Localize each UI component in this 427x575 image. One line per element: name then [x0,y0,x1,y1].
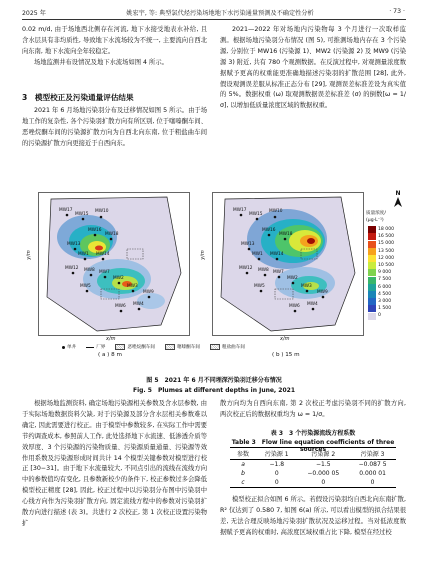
table-cell: b [241,470,245,477]
paragraph: 0.02 m/d, 由于场地西北侧存在河流, 地下水接受地表水补给, 且含水层具有非均质性, 导致地下水流场较为不统一, 主要流向自西北向东南, 地下水流向全年较稳定。 [22,26,207,55]
colorbar-swatch [368,248,376,255]
well-label: MW7 [273,270,284,275]
colorbar-tick-label: 13 500 [378,248,395,254]
colorbar-step [368,255,394,262]
well-label: MW12 [239,266,253,271]
well-label: MW15 [75,212,89,217]
colorbar-tick-label: 10 500 [378,263,395,269]
well-label: MW16 [88,228,102,233]
colorbar-step [368,262,394,269]
colorbar-swatch [368,277,376,284]
well-label: MW13 [241,242,255,247]
map-legend [62,344,245,350]
colorbar-step [368,233,394,240]
weight-formula: [ω = 1/σ] [220,91,407,110]
well-label: MW14 [96,252,110,257]
well-label: MW8 [258,268,269,273]
paragraph: 根据场地监测资料, 确定场地污染源相关参数及含水层参数, 由于实际场地数据资料欠缺, 对于污染源及部分含水层相关参数难以确定, 因此需要进行校正。由于模型中参数较多, 在实际工作中需要节约调查成本, 参照前人工作, 此处选择地下水流速、低渗透介质等效厚度、3 个污染源的污染物质量、污染源质量通量、污染源等效作用系数及污染源形成时间共计 14 个模型关键参数对模型进行校正 [30−31]。由于地下水流量较大, 不同点引出的流线在流线方向中的参数值均有变化, 且参数新校少的条件下, 校正参数过多会降低模型校正精度 [28], 因此, 校正过程中以污染羽分布图中污染羽中心线方向作为污染羽扩散方向, 固定流线方程中的参数对污染羽扩散方向进行描述 (表 3)。共进行 2 次校正, 第 1 次校正设置污染物扩 [22,400,207,527]
colorbar-step [368,240,394,247]
plume-map-a [39,193,189,335]
plume-map-b [213,193,363,335]
right-column-top [220,25,406,112]
well-label: MW3 [127,284,138,289]
well-label: MW12 [65,266,79,271]
hatched-box-icon [210,344,220,350]
colorbar-step [368,248,394,255]
header-rule [22,19,406,20]
table-title-en: Table 3 Flow line equation coefficients of three sources [231,439,395,453]
colorbar-tick-label: 9 000 [378,270,392,276]
colorbar-tick-label: 18 000 [378,227,395,232]
paragraph: 散方向均为自西向东南, 第 2 次校正考虑污染羽不同的扩散方向, 两次校正后的数据权重均为 [220,400,406,418]
colorbar-swatch [368,226,376,233]
header-page-number: · 73 · [389,8,405,15]
panel-b-map [212,192,364,336]
colorbar-tick-label: 1 500 [378,306,392,312]
table-cell: 0 [370,479,375,486]
well-label: MW1 [78,252,89,257]
well-label: MW7 [99,270,110,275]
colorbar-swatch [368,291,376,298]
table-cell: 0 [274,479,279,486]
right-column-bottom [220,495,406,539]
table-cell: −1.5 [315,461,331,468]
table-cell: 0 [274,470,279,477]
section-heading: 3 模型校正及污染通量评估结果 [22,93,134,102]
well-label: MW13 [67,242,81,247]
colorbar-tick-label: 4 500 [378,291,392,297]
colorbar-swatch [368,241,376,248]
well-label: MW10 [269,209,283,214]
table-cell: −0.087 5 [358,461,387,468]
colorbar-swatch [368,298,376,305]
well-label: MW17 [59,208,73,213]
well-label: MW17 [233,208,247,213]
colorbar-step [368,226,394,233]
panel-a-label: ( a ) 8 m [98,352,122,358]
well-label: MW14 [270,252,284,257]
figure-caption-cn: 图 5 2021 年 6 月不同埋深污染羽迁移分布情况 [146,377,282,384]
colorbar [368,226,394,320]
colorbar-tick-label: 12 000 [378,255,395,261]
paragraph: 2021 年 6 月场地污染羽分布及迁移情况如图 5 所示。由于场地工作的复杂性, 各个污染羽扩散方向有所区别, 位于噻嗪酮车间、恶唑烷酮车间的污染源扩散方向为自西北向东南, 位于粗盐曲车间的污染源扩散方向更接近于自西向东。 [22,107,207,147]
colorbar-step [368,284,394,291]
well-label: MW9 [317,290,328,295]
table-cell: 0 [321,479,326,486]
colorbar-swatch [368,269,376,276]
well-label: MW3 [301,284,312,289]
legend-label: 厂界 [96,345,106,350]
colorbar-tick-label: 15 000 [378,241,395,247]
well-label: MW6 [115,304,126,309]
y-axis-label-b: y/m [199,250,206,260]
hatched-box-icon [115,344,125,350]
legend-item [62,344,76,350]
table-cell: a [241,461,245,468]
hatched-box-icon [165,344,175,350]
well-label: MW4 [307,302,318,307]
y-axis-label-a: y/m [25,250,32,260]
panel-a-map [38,192,190,336]
well-label: MW18 [105,232,119,237]
table-header-row [230,448,396,460]
colorbar-swatch [368,255,376,262]
legend-item [115,344,155,350]
colorbar-step [368,269,394,276]
well-label: MW8 [84,268,95,273]
legend-item [210,344,245,350]
colorbar-tick-label: 3 000 [378,299,392,305]
x-axis-label-a: x/m [106,336,116,342]
well-label: MW5 [254,284,265,289]
figure-caption-en: Fig. 5 Plumes at different depths in June, 2021 [132,387,296,394]
well-label: MW18 [279,232,293,237]
paragraph: 模型校正拟合如图 6 所示。若假设污染羽均自西北向东南扩散, R² 仅达到了 0.580 7, 如图 6(a) 所示, 可以看出模型的拟合结果很差, 无法合理反映场地污染羽扩散状况及运移过程。当对低浓度数据赋予更高的权重时, 高浓度区域权重占比下降, 模型在经过校 [220,496,406,536]
table-cell: 0.000 01 [359,470,386,477]
well-label: MW15 [249,212,263,217]
well-label: MW4 [133,302,144,307]
colorbar-swatch [368,313,376,320]
well-label: MW16 [262,228,276,233]
well-dot-icon [62,346,65,349]
well-label: MW1 [252,252,263,257]
legend-item [165,344,200,350]
well-label: MW6 [289,304,300,309]
boundary-line-icon [86,347,94,348]
well-label: MW2 [287,276,298,281]
legend-label: 噻嗪酮车间 [176,345,200,350]
paragraph-tail: , 以增加低质量浓度区域的数据权重。 [226,102,332,110]
well-label: MW10 [95,209,109,214]
column-header: 参数 [237,451,250,458]
left-column-section3 [22,106,207,150]
colorbar-step [368,298,394,305]
weight-formula: ω = 1/σ [297,410,323,418]
colorbar-tick-label: 7 500 [378,277,392,283]
colorbar-tick-label: 16 500 [378,234,395,240]
colorbar-step [368,291,394,298]
column-header: 污染源 3 [360,451,385,458]
table-row [230,478,396,488]
table-row [230,469,396,478]
legend-label: 粗盐曲车间 [221,345,245,350]
table-row [230,460,396,470]
paragraph: 场地监测井布设情况及地下水流场如图 4 所示。 [34,58,168,66]
header-title: 姚宏宇, 等: 典型氯代烃污染场地地下水污染通量预测及不确定性分析 [126,10,314,17]
left-column-top [22,25,207,69]
paragraph: 2021—2022 年对场地内污染物每 3 个月进行一次取样监测。根据场地污染羽分布情况 (图 5), 可推测场地内存在 3 个污染源, 分别位于 MW16 (污染源 1)、MW2 (污染源 2) 及 MW9 (污染源 3) 附近, 共有 780 个观测数据。在反演过程中, 对观测量浓度数据赋予更高的权重能更准确地描述污染羽的扩散范围 [28], 此外, 假设观测误差服从标准正态分布 [29], 观测误差标准差设为真实值的 5%。数据权重 (ω) 取观测数据误差标准差 (σ) 的倒数 [220,26,406,99]
table-cell: c [241,479,245,486]
left-column-bottom [22,399,207,530]
colorbar-step [368,305,394,312]
colorbar-swatch [368,262,376,269]
x-axis-label-b: x/m [280,336,290,342]
panel-b-label: ( b ) 15 m [272,352,300,358]
colorbar-swatch [368,284,376,291]
table-3 [230,447,396,488]
right-column-mid: 散方向均为自西向东南, 第 2 次校正考虑污染羽不同的扩散方向, 两次校正后的数据权重均为 ω = 1/σ。 [220,400,406,418]
legend-label: 恶唑烷酮车间 [127,345,155,350]
well-label: MW5 [80,284,91,289]
column-header: 污染源 2 [311,451,336,458]
legend-item [86,344,105,350]
colorbar-swatch [368,233,376,240]
table-cell: −1.8 [269,461,285,468]
table-cell: −0.000 05 [307,470,340,477]
colorbar-title: 质量浓度/ (μg·L⁻¹) [366,211,386,224]
colorbar-step [368,276,394,283]
north-arrow-icon [392,190,404,209]
column-header: 污染源 1 [264,451,289,458]
legend-label: 单井 [67,345,77,350]
well-label: MW2 [113,276,124,281]
colorbar-tick-label: 6 000 [378,284,392,290]
colorbar-swatch [368,305,376,312]
colorbar-tick-label: 0 [378,313,381,319]
header-year: 2025 年 [22,10,46,17]
north-label: N [395,190,401,197]
colorbar-step [368,312,394,319]
table-title-cn: 表 3 3 个污染源流线方程系数 [270,430,356,437]
figure-5 [22,190,406,374]
well-label: MW9 [143,290,154,295]
